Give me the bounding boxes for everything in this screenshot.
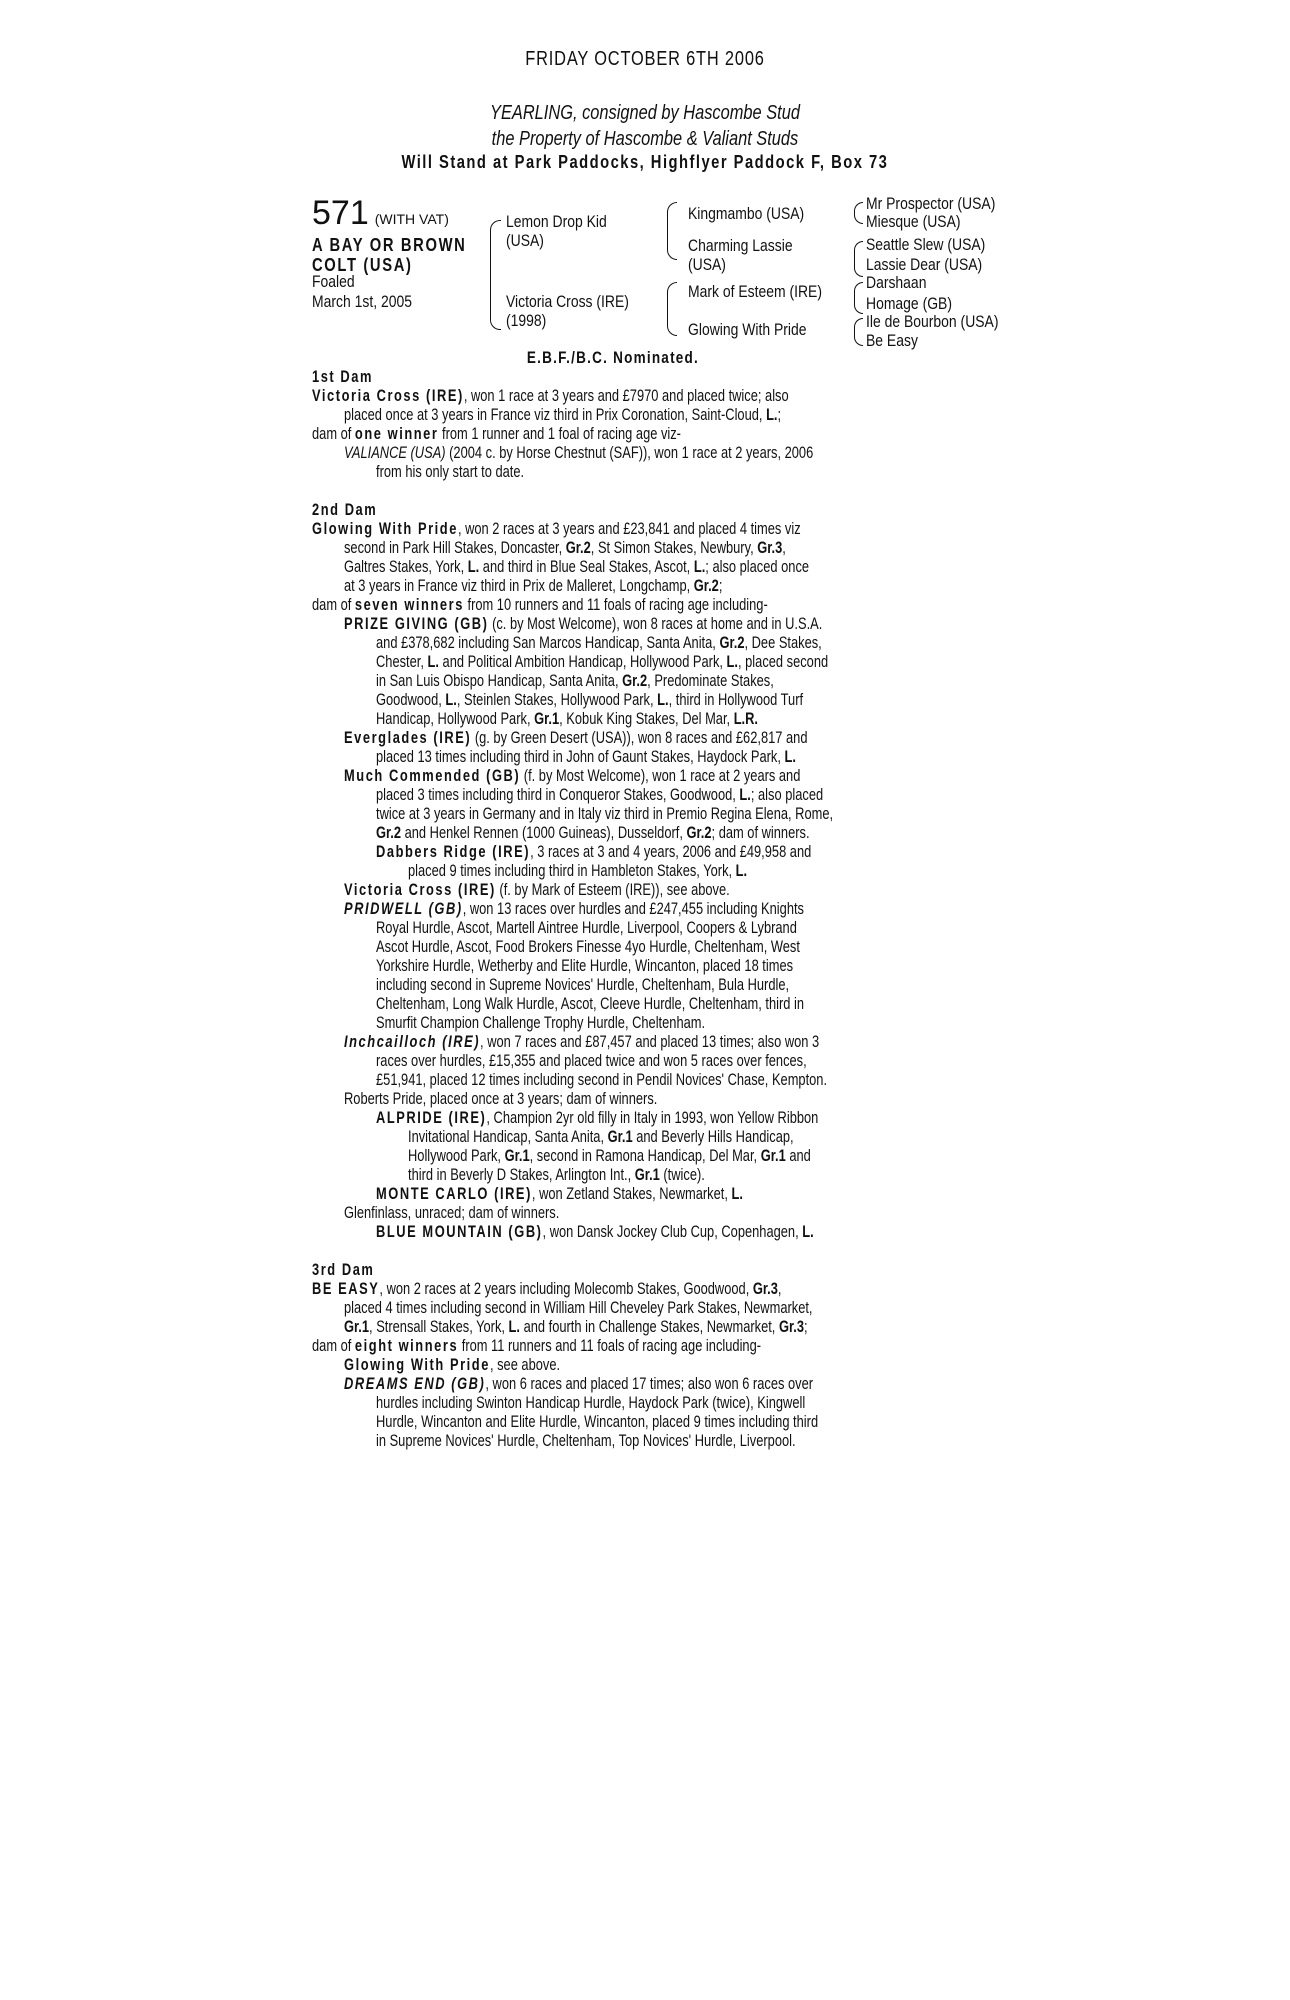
stand-location: Will Stand at Park Paddocks, Highflyer Paddock F, Box 73 [401,152,889,172]
text-segment: placed 3 times including third in Conqueror Stakes, Goodwood, [376,786,740,804]
text-segment: L.R. [733,710,759,728]
text-segment: Ascot Hurdle, Ascot, Food Brokers Finesse 4yo Hurdle, Cheltenham, West [376,938,800,956]
text-line [312,406,1032,425]
text-segment: L. [766,406,778,424]
text-line [312,1071,1032,1090]
text-line [312,1128,1032,1147]
text-line-content [376,710,758,729]
text-line-content [344,1204,559,1223]
great-granddam-4: Be Easy [866,331,918,350]
text-line-content [344,1299,813,1318]
text-segment: (g. by Green Desert (USA)), won 8 races and £62,817 and [471,729,808,747]
text-segment: L. [784,748,796,766]
vat-note: (WITH VAT) [374,211,449,227]
text-segment: Gr.1 [534,710,560,728]
text-line [312,1356,1032,1375]
sire-of-sire: Kingmambo (USA) [688,204,805,223]
text-line-content [344,615,822,634]
text-segment: , second in Ramona Handicap, Del Mar, [529,1147,761,1165]
text-line [312,1090,1032,1109]
text-line-content [312,1280,781,1299]
text-line [312,919,1032,938]
text-segment: , placed second [737,653,829,671]
text-segment: L. [739,786,751,804]
text-segment: (f. by Mark of Esteem (IRE)), see above. [495,881,730,899]
text-line [312,767,1032,786]
text-line [312,1109,1032,1128]
text-segment: from 10 runners and 11 foals of racing age including- [463,596,768,614]
text-segment: (c. by Most Welcome), won 8 races at home and in U.S.A. [488,615,823,633]
text-segment: £51,941, placed 12 times including second in Pendil Novices' Chase, Kempton. [376,1071,828,1089]
text-segment: BE EASY [312,1280,380,1298]
text-segment: L. [726,653,738,671]
text-line-content [376,748,796,767]
text-line-content [312,1337,761,1356]
foaled-date: Foaled March 1st, 2005 [312,272,412,311]
text-line [312,444,1032,463]
pedigree-brace-dam [667,282,677,336]
text-segment: , won Dansk Jockey Club Cup, Copenhagen, [542,1223,803,1241]
text-line-content [344,1033,819,1052]
text-segment: Chester, [376,653,428,671]
text-segment: Roberts Pride, placed once at 3 years; dam of winners. [344,1090,658,1108]
dam-of-sire: Charming Lassie (USA) [688,236,793,274]
text-line-content [376,672,774,691]
great-granddam-3: Homage (GB) [866,294,952,313]
great-grandsire-3: Darshaan [866,273,927,292]
text-segment: Gr.1 [607,1128,633,1146]
text-line-content [376,995,804,1014]
text-line [312,1318,1032,1337]
text-line [312,1394,1032,1413]
pedigree-brace-ds [854,282,863,314]
text-segment: , Steinlen Stakes, Hollywood Park, [456,691,658,709]
text-segment: L. [467,558,480,576]
text-segment: Gr.1 [634,1166,660,1184]
consignment-line: YEARLING, consigned by Hascombe Stud [490,102,800,124]
text-line-content [376,843,811,862]
text-line-content [312,368,373,387]
text-segment: L. [735,862,748,880]
text-segment: Gr.1 [504,1147,530,1165]
text-segment: (twice). [659,1166,705,1184]
text-segment: eight winners [354,1337,459,1355]
text-segment: Gr.2 [622,672,648,690]
text-segment: placed 13 times including third in John of Gaunt Stakes, Haydock Park, [376,748,785,766]
text-segment: ; [804,1318,808,1336]
text-line [312,1280,1032,1299]
text-line-content [408,1147,811,1166]
text-line-content [344,1356,560,1375]
text-line-content [376,824,810,843]
text-segment: Gr.2 [719,634,745,652]
text-line [312,938,1032,957]
text-line [312,615,1032,634]
text-line [312,881,1032,900]
text-line [312,843,1032,862]
text-segment: Hollywood Park, [408,1147,505,1165]
text-line-content [344,539,786,558]
text-segment: Dabbers Ridge (IRE) [376,843,531,861]
text-segment: , Kobuk King Stakes, Del Mar, [559,710,734,728]
text-segment: Glowing With Pride [344,1356,490,1374]
text-line-content [376,786,823,805]
text-segment: , won 2 races at 2 years including Molecomb Stakes, Goodwood, [379,1280,753,1298]
text-segment: twice at 3 years in Germany and in Italy viz third in Premio Regina Elena, Rome, [376,805,834,823]
pedigree-brace-sd [854,241,863,277]
pedigree-brace-sire [667,202,677,260]
text-segment: Hurdle, Wincanton and Elite Hurdle, Wincanton, placed 9 times including third [376,1413,819,1431]
text-line [312,862,1032,881]
text-segment: Gr.2 [376,824,402,842]
text-segment: PRIDWELL (GB) [344,900,463,918]
text-line-content [312,425,681,444]
text-line-content [344,1375,813,1394]
text-segment: Everglades (IRE) [344,729,472,747]
text-segment: , won Zetland Stakes, Newmarket, [531,1185,732,1203]
pedigree-brace-dd [854,318,863,346]
text-line [312,463,1032,482]
great-granddam-2: Lassie Dear (USA) [866,255,983,274]
text-segment: placed once at 3 years in France viz third in Prix Coronation, Saint-Cloud, [344,406,767,424]
text-segment: L. [731,1185,743,1203]
text-line [312,1337,1032,1356]
text-segment: , Strensall Stakes, York, [369,1318,509,1336]
text-segment: , third in Hollywood Turf [668,691,804,709]
text-segment: L. [657,691,669,709]
text-line-content [376,957,793,976]
text-line [312,805,1032,824]
text-segment: ; also placed [750,786,824,804]
text-line-content [344,1090,657,1109]
text-segment: ALPRIDE (IRE) [376,1109,487,1127]
horse-description: A BAY OR BROWN COLT (USA) [312,235,467,275]
text-segment: dam of [312,1337,355,1355]
text-segment: , St Simon Stakes, Newbury, [590,539,758,557]
text-segment: , won 13 races over hurdles and £247,455 including Knights [462,900,804,918]
text-line-content [344,881,730,900]
text-line-content [344,1318,808,1337]
text-segment: in Supreme Novices' Hurdle, Cheltenham, Top Novices' Hurdle, Liverpool. [376,1432,796,1450]
text-segment: seven winners [354,596,464,614]
text-line-content [376,1109,818,1128]
text-line [312,824,1032,843]
text-line-content [376,1185,743,1204]
text-line-content [376,1413,818,1432]
text-line [312,672,1032,691]
text-line [312,1014,1032,1033]
text-segment: Gr.3 [752,1280,778,1298]
text-line [312,558,1032,577]
dam-of-dam: Glowing With Pride [688,320,807,339]
text-line [312,1033,1032,1052]
text-segment: Gr.2 [565,539,591,557]
text-line-content [408,1128,794,1147]
dam: Victoria Cross (IRE) (1998) [506,292,629,330]
text-line [312,539,1032,558]
text-line-content [312,387,789,406]
text-segment: Galtres Stakes, York, [344,558,468,576]
text-segment: Gr.2 [686,824,712,842]
text-line-content [376,805,833,824]
text-line [312,1204,1032,1223]
text-line [312,900,1032,919]
text-segment: , [777,1280,782,1298]
text-line [312,1299,1032,1318]
text-line [312,995,1032,1014]
text-segment: Gr.3 [778,1318,805,1336]
text-line-content [344,900,804,919]
text-segment: placed 9 times including third in Hambleton Stakes, York, [408,862,736,880]
text-segment: Inchcailloch (IRE) [344,1033,481,1051]
property-line: the Property of Hascombe & Valiant Studs [491,128,799,150]
text-segment: PRIZE GIVING (GB) [344,615,489,633]
text-line-content [344,729,807,748]
text-segment: VALIANCE (USA) [344,444,446,462]
text-segment: Victoria Cross (IRE) [344,881,496,899]
text-segment: L. [693,558,706,576]
text-line-content [376,653,828,672]
text-line [312,691,1032,710]
paragraph-gap [312,1242,1032,1261]
text-line [312,634,1032,653]
text-line [312,1147,1032,1166]
text-segment: dam of [312,596,355,614]
text-segment: hurdles including Swinton Handicap Hurdle, Haydock Park (twice), Kingwell [376,1394,806,1412]
text-line-content [344,406,781,425]
text-segment: including second in Supreme Novices' Hurdle, Cheltenham, Bula Hurdle, [376,976,790,994]
text-segment: Victoria Cross (IRE) [312,387,464,405]
text-line-content [344,558,809,577]
text-segment: , won 2 races at 3 years and £23,841 and placed 4 times viz [457,520,801,538]
text-segment: , Champion 2yr old filly in Italy in 1993, won Yellow Ribbon [486,1109,819,1127]
text-line-content [376,1432,796,1451]
text-line [312,501,1032,520]
text-line-content [344,767,800,786]
text-segment: , [782,539,786,557]
text-segment: MONTE CARLO (IRE) [376,1185,532,1203]
nomination-note: E.B.F./B.C. Nominated. [526,349,700,367]
text-line-content [376,463,524,482]
text-line-content [312,520,801,539]
text-segment: and third in Blue Seal Stakes, Ascot, [479,558,694,576]
text-line-content [376,1052,807,1071]
text-segment: and Political Ambition Handicap, Hollywood Park, [438,653,727,671]
text-segment: from his only start to date. [376,463,525,481]
text-line [312,729,1032,748]
text-line [312,1052,1032,1071]
text-segment: third in Beverly D Stakes, Arlington Int., [408,1166,635,1184]
text-segment: one winner [354,425,439,443]
text-segment: , won 6 races and placed 17 times; also won 6 races over [485,1375,814,1393]
text-segment: , Predominate Stakes, [647,672,774,690]
paragraph-gap [312,482,1032,501]
text-line [312,1375,1032,1394]
text-segment: L. [508,1318,520,1336]
text-line-content [408,1166,705,1185]
sire-of-dam: Mark of Esteem (IRE) [688,282,823,301]
text-line-content [376,1394,805,1413]
text-segment: , Dee Stakes, [744,634,822,652]
text-segment: Glowing With Pride [312,520,458,538]
text-segment: L. [427,653,439,671]
text-segment: and Beverly Hills Handicap, [632,1128,794,1146]
text-line [312,748,1032,767]
text-line [312,577,1032,596]
text-line-content [408,862,747,881]
lot-number-block [312,194,449,233]
text-segment: Gr.2 [693,577,719,595]
pedigree-brace-ss [854,202,863,224]
text-segment: DREAMS END (GB) [344,1375,486,1393]
text-line [312,1261,1032,1280]
text-segment: (2004 c. by Horse Chestnut (SAF)), won 1 race at 2 years, 2006 [445,444,814,462]
catalogue-body [312,368,1032,1451]
pedigree-brace-main [490,220,501,330]
text-segment: from 11 runners and 11 foals of racing age including- [458,1337,762,1355]
text-line [312,520,1032,539]
text-line-content [312,501,377,520]
text-line [312,786,1032,805]
text-line-content [376,691,803,710]
text-line [312,425,1032,444]
text-segment: second in Park Hill Stakes, Doncaster, [344,539,566,557]
text-line-content [376,1071,827,1090]
text-segment: BLUE MOUNTAIN (GB) [376,1223,543,1241]
sire: Lemon Drop Kid (USA) [506,212,607,250]
text-segment: 2nd Dam [312,501,378,519]
text-line [312,1166,1032,1185]
text-segment: Gr.1 [760,1147,786,1165]
lot-number: 571 [312,194,369,232]
text-segment: Goodwood, [376,691,446,709]
text-segment: dam of [312,425,355,443]
text-segment: Gr.3 [757,539,783,557]
text-line [312,710,1032,729]
text-line [312,596,1032,615]
text-segment: placed 4 times including second in William Hill Cheveley Park Stakes, Newmarket, [344,1299,813,1317]
text-line-content [312,596,768,615]
text-line-content [376,1223,814,1242]
text-line [312,957,1032,976]
text-segment: Much Commended (GB) [344,767,521,785]
text-line [312,1413,1032,1432]
text-line-content [312,1261,374,1280]
text-segment: from 1 runner and 1 foal of racing age viz- [438,425,681,443]
text-segment: and [785,1147,811,1165]
text-line [312,1185,1032,1204]
text-segment: Royal Hurdle, Ascot, Martell Aintree Hurdle, Liverpool, Coopers & Lybrand [376,919,797,937]
text-segment: at 3 years in France viz third in Prix de Malleret, Longchamp, [344,577,694,595]
text-line [312,1432,1032,1451]
text-segment: Smurfit Champion Challenge Trophy Hurdle, Cheltenham. [376,1014,706,1032]
text-segment: Yorkshire Hurdle, Wetherby and Elite Hurdle, Wincanton, placed 18 times [376,957,794,975]
text-segment: L. [802,1223,814,1241]
great-grandsire-2: Seattle Slew (USA) [866,235,986,254]
text-segment: , won 7 races and £87,457 and placed 13 times; also won 3 [480,1033,820,1051]
text-line-content [376,1014,705,1033]
text-segment: ; dam of winners. [711,824,810,842]
text-line [312,1223,1032,1242]
text-segment: and fourth in Challenge Stakes, Newmarket, [519,1318,779,1336]
text-segment: L. [445,691,457,709]
sale-date: FRIDAY OCTOBER 6TH 2006 [525,48,765,70]
text-segment: races over hurdles, £15,355 and placed twice and won 5 races over fences, [376,1052,807,1070]
text-segment: 3rd Dam [312,1261,375,1279]
text-line-content [376,938,800,957]
text-segment: Invitational Handicap, Santa Anita, [408,1128,608,1146]
text-segment: Glenfinlass, unraced; dam of winners. [344,1204,560,1222]
text-line-content [344,577,722,596]
text-segment: , 3 races at 3 and 4 years, 2006 and £49,958 and [530,843,812,861]
text-line [312,976,1032,995]
text-segment: , won 1 race at 3 years and £7970 and placed twice; also [463,387,789,405]
text-line-content [376,634,822,653]
text-segment: ; [777,406,782,424]
great-grandsire-4: Ile de Bourbon (USA) [866,312,999,331]
text-segment: in San Luis Obispo Handicap, Santa Anita, [376,672,623,690]
text-segment: Gr.1 [344,1318,370,1336]
text-segment: and £378,682 including San Marcos Handicap, Santa Anita, [376,634,720,652]
text-line [312,368,1032,387]
text-line-content [344,444,813,463]
text-segment: ; also placed once [705,558,810,576]
text-line-content [376,976,789,995]
great-granddam-1: Miesque (USA) [866,212,961,231]
text-line [312,653,1032,672]
great-grandsire-1: Mr Prospector (USA) [866,194,996,213]
text-segment: 1st Dam [312,368,373,386]
text-line [312,387,1032,406]
text-segment: , see above. [489,1356,561,1374]
text-line-content [376,919,797,938]
text-segment: ; [718,577,723,595]
text-segment: (f. by Most Welcome), won 1 race at 2 years and [520,767,801,785]
text-segment: Handicap, Hollywood Park, [376,710,535,728]
text-segment: Cheltenham, Long Walk Hurdle, Ascot, Cleeve Hurdle, Cheltenham, third in [376,995,805,1013]
text-segment: and Henkel Rennen (1000 Guineas), Dusseldorf, [401,824,687,842]
